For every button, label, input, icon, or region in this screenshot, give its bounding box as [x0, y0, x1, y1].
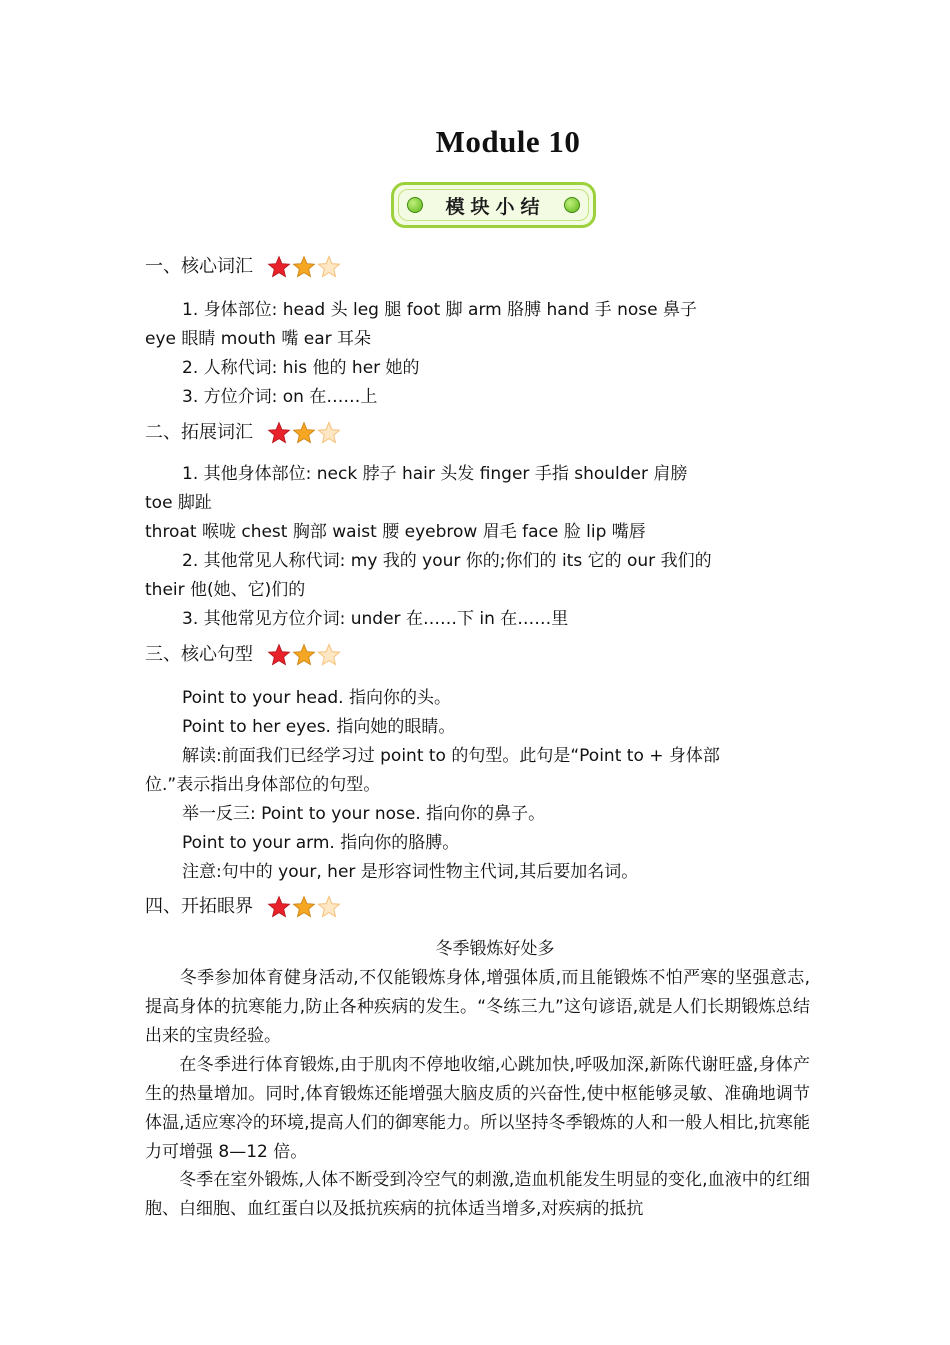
page-title: Module 10	[435, 124, 581, 159]
text-line: 2. 人称代词: his 他的 her 她的	[182, 358, 420, 378]
section-heading-extended-vocab: 二、拓展词汇	[145, 418, 342, 447]
star-rating	[267, 421, 342, 445]
text-line: Point to her eyes. 指向她的眼睛。	[182, 717, 456, 737]
text-line: 1. 身体部位: head 头 leg 腿 foot 脚 arm 胳膊 hand 手 nose 鼻子	[182, 300, 697, 320]
article-paragraph: 在冬季进行体育锻炼,由于肌肉不停地收缩,心跳加快,呼吸加深,新陈代谢旺盛,身体产生的热量增加。同时,体育锻炼还能增强大脑皮质的兴奋性,使中枢能够灵敏、准确地调节体温,适应寒冷的环境,提高人们的御寒能力。所以坚持冬季锻炼的人和一般人相比,抗寒能力可增强 8—12 倍。	[145, 1055, 810, 1162]
text-line: Point to your head. 指向你的头。	[182, 688, 451, 708]
text-line: 3. 其他常见方位介词: under 在……下 in 在……里	[182, 609, 569, 629]
star-outline-icon	[317, 255, 341, 279]
star-outline-icon	[317, 643, 341, 667]
section-heading-broaden-horizons: 四、开拓眼界	[145, 892, 342, 921]
text-line: eye 眼睛 mouth 嘴 ear 耳朵	[145, 329, 372, 349]
text-line: their 他(她、它)们的	[145, 580, 306, 600]
section-heading-core-sentences: 三、核心句型	[145, 640, 342, 669]
star-outline-icon	[317, 895, 341, 919]
text-line: 位.”表示指出身体部位的句型。	[145, 775, 381, 795]
star-filled-icon	[267, 643, 291, 667]
article-paragraph: 冬季在室外锻炼,人体不断受到冷空气的刺激,造血机能发生明显的变化,血液中的红细胞、白细胞、血红蛋白以及抵抗疾病的抗体适当增多,对疾病的抵抗	[145, 1170, 810, 1219]
green-dot-icon	[564, 197, 580, 213]
text-line: 1. 其他身体部位: neck 脖子 hair 头发 finger 手指 shoulder 肩膀	[182, 464, 688, 484]
star-rating	[267, 255, 342, 279]
text-line: Point to your arm. 指向你的胳膊。	[182, 833, 460, 853]
section-heading-core-vocab: 一、核心词汇	[145, 252, 342, 281]
article-paragraph: 冬季参加体育健身活动,不仅能锻炼身体,增强体质,而且能锻炼不怕严寒的坚强意志,提高身体的抗寒能力,防止各种疾病的发生。“冬练三九”这句谚语,就是人们长期锻炼总结出来的宝贵经验。	[145, 968, 810, 1046]
star-filled-icon	[267, 895, 291, 919]
star-filled-icon	[292, 421, 316, 445]
green-dot-icon	[407, 197, 423, 213]
text-line: 举一反三: Point to your nose. 指向你的鼻子。	[182, 804, 546, 824]
star-rating	[267, 643, 342, 667]
star-filled-icon	[292, 643, 316, 667]
text-line: 注意:句中的 your, her 是形容词性物主代词,其后要加名词。	[182, 862, 639, 882]
text-line: throat 喉咙 chest 胸部 waist 腰 eyebrow 眉毛 face 脸 lip 嘴唇	[145, 522, 646, 542]
text-line: 解读:前面我们已经学习过 point to 的句型。此句是“Point to + 身体部	[182, 746, 720, 766]
star-filled-icon	[292, 895, 316, 919]
text-line: 2. 其他常见人称代词: my 我的 your 你的;你们的 its 它的 our 我们的	[182, 551, 712, 571]
article-title: 冬季锻炼好处多	[435, 939, 555, 959]
text-line: toe 脚趾	[145, 493, 212, 513]
badge-label: 模块小结	[445, 195, 546, 218]
star-rating	[267, 895, 342, 919]
star-filled-icon	[267, 255, 291, 279]
summary-badge	[391, 182, 596, 228]
star-outline-icon	[317, 421, 341, 445]
star-filled-icon	[267, 421, 291, 445]
star-filled-icon	[292, 255, 316, 279]
text-line: 3. 方位介词: on 在……上	[182, 387, 378, 407]
